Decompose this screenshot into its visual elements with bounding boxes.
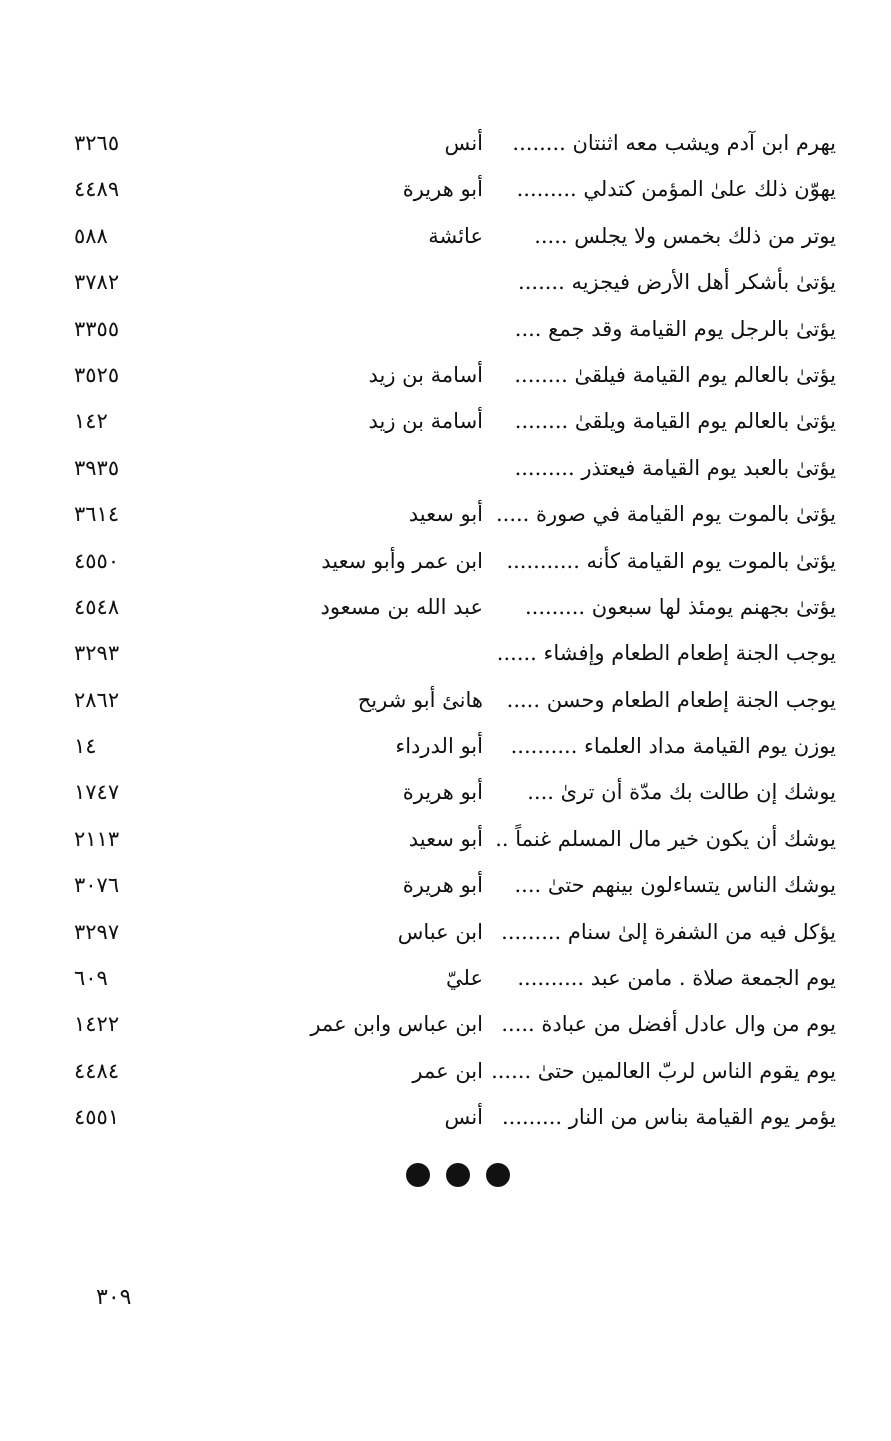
- narrator-name: أنس: [444, 131, 483, 155]
- index-entry-row: [0, 445, 891, 491]
- hadith-reference-number: ٣٢٦٥: [74, 131, 120, 155]
- hadith-reference-number: ٣٢٩٣: [74, 641, 120, 666]
- hadith-reference-number: ٢١١٣: [74, 826, 120, 851]
- index-entry-row: [0, 1048, 891, 1094]
- narrator-name: ابن عباس: [397, 919, 483, 944]
- index-entry-row: [0, 213, 891, 259]
- hadith-opening-text: يؤتىٰ بالعالم يوم القيامة فيلقىٰ ........: [514, 362, 836, 387]
- ornament-dot-icon: [406, 1163, 430, 1187]
- index-entry-row: [0, 723, 891, 769]
- narrator-name: عليّ: [446, 966, 483, 991]
- hadith-reference-number: ٣٥٢٥: [74, 362, 120, 387]
- index-entry-row: [0, 862, 891, 908]
- hadith-opening-text: يؤتىٰ بالموت يوم القيامة كأنه ...........: [506, 548, 836, 573]
- index-entry-row: [0, 630, 891, 676]
- index-entry-row: [0, 259, 891, 305]
- narrator-name: أبو سعيد: [408, 502, 483, 527]
- narrator-name: أبو الدرداء: [395, 734, 483, 759]
- index-entry-row: [0, 1094, 891, 1140]
- narrator-name: أسامة بن زيد: [368, 409, 483, 434]
- hadith-opening-text: يوشك أن يكون خير مال المسلم غنماً ..: [495, 826, 836, 851]
- index-entry-row: [0, 769, 891, 815]
- hadith-reference-number: ٤٤٨٩: [74, 177, 120, 202]
- hadith-reference-number: ٤٤٨٤: [74, 1058, 120, 1083]
- index-entry-row: [0, 584, 891, 630]
- hadith-reference-number: ١٤٢٢: [74, 1012, 120, 1037]
- index-entry-row: [0, 955, 891, 1001]
- hadith-opening-text: يؤتىٰ بجهنم يومئذ لها سبعون .........: [524, 594, 836, 619]
- hadith-opening-text: يؤتىٰ بالموت يوم القيامة في صورة .....: [495, 502, 836, 527]
- hadith-opening-text: يؤتىٰ بأشكر أهل الأرض فيجزيه .......: [518, 270, 836, 295]
- narrator-name: أبو هريرة: [402, 780, 483, 805]
- hadith-opening-text: يوشك إن طالت بك مدّة أن ترىٰ ....: [527, 780, 836, 805]
- hadith-index-list: [0, 120, 891, 1141]
- narrator-name: ابن عباس وابن عمر: [310, 1012, 483, 1037]
- page-number: ٣٠٩: [96, 1285, 132, 1310]
- hadith-opening-text: يؤمر يوم القيامة بناس من النار .........: [501, 1105, 836, 1130]
- hadith-reference-number: ٢٨٦٢: [74, 687, 120, 712]
- hadith-opening-text: يؤتىٰ بالعالم يوم القيامة ويلقىٰ ........: [514, 409, 836, 434]
- hadith-opening-text: يوم الجمعة صلاة . مامن عبد ..........: [517, 966, 836, 991]
- ornament-dot-icon: [446, 1163, 470, 1187]
- end-of-section-ornament: [406, 1163, 510, 1189]
- hadith-reference-number: ٤٥٤٨: [74, 594, 120, 619]
- hadith-opening-text: يوزن يوم القيامة مداد العلماء ..........: [510, 734, 836, 759]
- index-entry-row: [0, 398, 891, 444]
- hadith-opening-text: يؤكل فيه من الشفرة إلىٰ سنام .........: [501, 919, 836, 944]
- index-entry-row: [0, 909, 891, 955]
- narrator-name: [243, 259, 483, 305]
- hadith-reference-number: ٤٥٥١: [74, 1105, 120, 1130]
- hadith-reference-number: ٣٠٧٦: [74, 873, 120, 898]
- narrator-name: [243, 445, 483, 491]
- hadith-opening-text: يوم من وال عادل أفضل من عبادة .....: [501, 1012, 836, 1037]
- hadith-reference-number: ٣٢٩٧: [74, 919, 120, 944]
- index-entry-row: [0, 538, 891, 584]
- hadith-reference-number: ١٧٤٧: [74, 780, 120, 805]
- hadith-opening-text: يوشك الناس يتساءلون بينهم حتىٰ ....: [514, 873, 836, 898]
- narrator-name: عائشة: [428, 223, 483, 248]
- hadith-opening-text: يؤتىٰ بالعبد يوم القيامة فيعتذر .........: [514, 455, 836, 480]
- narrator-name: ابن عمر وأبو سعيد: [321, 548, 483, 573]
- index-entry-row: [0, 1001, 891, 1047]
- index-entry-row: [0, 816, 891, 862]
- hadith-opening-text: يوجب الجنة إطعام الطعام وإفشاء ......: [496, 641, 836, 666]
- hadith-reference-number: ٤٥٥٠: [74, 548, 120, 573]
- hadith-reference-number: ٥٨٨: [74, 223, 108, 248]
- hadith-opening-text: يوتر من ذلك بخمس ولا يجلس .....: [534, 223, 836, 248]
- hadith-reference-number: ٣٧٨٢: [74, 270, 120, 295]
- narrator-name: [243, 306, 483, 352]
- index-entry-row: [0, 352, 891, 398]
- hadith-reference-number: ٦٠٩: [74, 966, 108, 991]
- hadith-opening-text: يهوّن ذلك علىٰ المؤمن كتدلي .........: [516, 177, 836, 202]
- hadith-reference-number: ١٤: [74, 734, 97, 759]
- narrator-name: أبو سعيد: [408, 826, 483, 851]
- index-entry-row: [0, 677, 891, 723]
- hadith-reference-number: ٣٦١٤: [74, 502, 120, 527]
- narrator-name: أبو هريرة: [402, 177, 483, 202]
- index-entry-row: [0, 120, 891, 166]
- narrator-name: [243, 630, 483, 676]
- index-entry-row: [0, 306, 891, 352]
- hadith-opening-text: يوم يقوم الناس لربّ العالمين حتىٰ ......: [491, 1058, 836, 1083]
- index-entry-row: [0, 166, 891, 212]
- hadith-opening-text: يهرم ابن آدم ويشب معه اثنتان ........: [512, 131, 836, 155]
- narrator-name: ابن عمر: [412, 1058, 483, 1083]
- narrator-name: هانئ أبو شريح: [357, 687, 483, 712]
- hadith-reference-number: ٣٣٥٥: [74, 316, 120, 341]
- hadith-opening-text: يؤتىٰ بالرجل يوم القيامة وقد جمع ....: [514, 316, 836, 341]
- narrator-name: عبد الله بن مسعود: [320, 594, 483, 619]
- narrator-name: أسامة بن زيد: [368, 362, 483, 387]
- hadith-reference-number: ٣٩٣٥: [74, 455, 120, 480]
- narrator-name: أبو هريرة: [402, 873, 483, 898]
- index-entry-row: [0, 491, 891, 537]
- hadith-opening-text: يوجب الجنة إطعام الطعام وحسن .....: [506, 687, 836, 712]
- hadith-reference-number: ١٤٢: [74, 409, 108, 434]
- narrator-name: أنس: [444, 1105, 483, 1130]
- ornament-dot-icon: [486, 1163, 510, 1187]
